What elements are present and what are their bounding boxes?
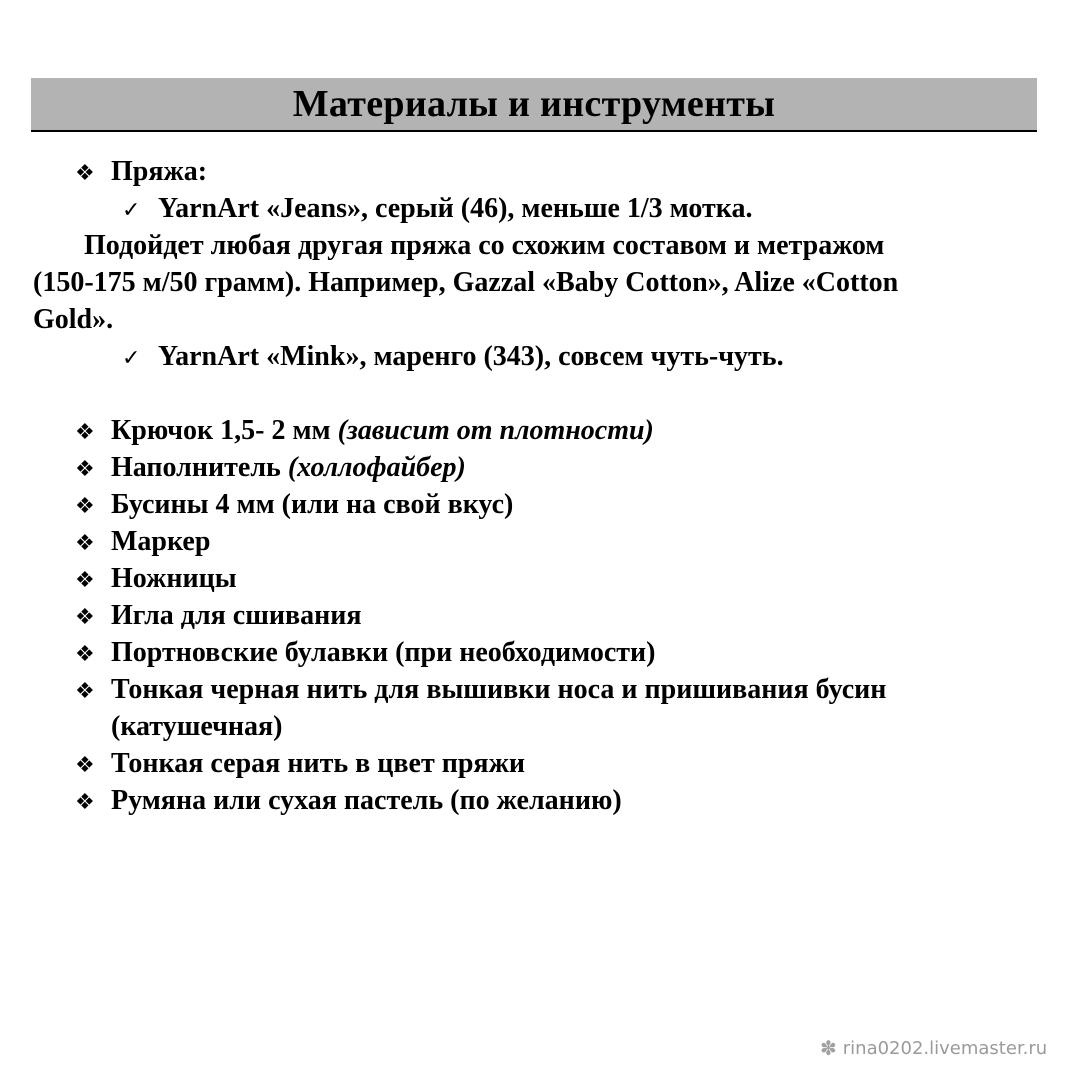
list-item-needle: [75, 597, 362, 636]
yarn-note-line-2: (150-175 м/50 грамм). Например, Gazzal «Baby Cotton», Alize «Cotton: [33, 267, 899, 298]
diamond-bullet-icon: ❖: [75, 568, 95, 593]
diamond-bullet-icon: ❖: [75, 605, 95, 630]
diamond-bullet-icon: ❖: [75, 457, 95, 482]
watermark-text: rina0202.livemaster.ru: [842, 1037, 1048, 1059]
tool-text: Маркер: [111, 526, 211, 557]
checkmark-icon: ✓: [122, 346, 141, 371]
yarn-note-line-1: Подойдет любая другая пряжа со схожим составом и метражом: [84, 230, 885, 261]
yarn-item-1: YarnArt «Jeans», серый (46), меньше 1/3 мотка.: [158, 193, 753, 224]
yarn-note-line-3: Gold».: [33, 304, 114, 335]
title-bar: [31, 78, 1037, 132]
sub-item-yarn-jeans: [122, 190, 752, 229]
list-item-marker: [75, 523, 210, 562]
diamond-bullet-icon: ❖: [75, 753, 95, 778]
tool-text: Тонкая черная нить для вышивки носа и пришивания бусин: [111, 674, 887, 705]
diamond-bullet-icon: ❖: [75, 531, 95, 556]
list-item-black-thread: [75, 671, 886, 710]
yarn-item-2: YarnArt «Mink», маренго (343), совсем чуть-чуть.: [158, 341, 784, 372]
tool-text: Игла для сшивания: [111, 600, 362, 631]
list-item-beads: [75, 486, 513, 525]
tool-text: Тонкая серая нить в цвет пряжи: [111, 748, 525, 779]
tool-note: (холлофайбер): [287, 452, 466, 483]
diamond-bullet-icon: ❖: [75, 790, 95, 815]
sub-item-yarn-mink: [122, 338, 784, 377]
diamond-bullet-icon: ❖: [75, 494, 95, 519]
list-item-gray-thread: [75, 745, 525, 784]
list-item-hook: [75, 412, 654, 451]
yarn-heading: Пряжа:: [111, 156, 208, 187]
list-item-filler: [75, 449, 466, 488]
page-title: Материалы и инструменты: [292, 83, 776, 125]
diamond-bullet-icon: ❖: [75, 161, 95, 186]
tool-text: Портновские булавки (при необходимости): [111, 637, 656, 668]
diamond-bullet-icon: ❖: [75, 642, 95, 667]
tool-text: Наполнитель: [111, 452, 288, 483]
checkmark-icon: ✓: [122, 198, 141, 223]
tool-text: Ножницы: [111, 563, 237, 594]
list-item-blush: [75, 782, 622, 821]
watermark: [820, 1035, 1047, 1061]
tool-text: Румяна или сухая пастель (по желанию): [111, 785, 622, 816]
list-item-scissors: [75, 560, 237, 599]
tool-text: Крючок 1,5- 2 мм: [111, 415, 338, 446]
list-item-pins: [75, 634, 656, 673]
livemaster-logo-icon: ✽: [820, 1036, 837, 1060]
diamond-bullet-icon: ❖: [75, 679, 95, 704]
diamond-bullet-icon: ❖: [75, 420, 95, 445]
list-item-black-thread-continuation: (катушечная): [111, 711, 283, 742]
tool-text: Бусины 4 мм (или на свой вкус): [111, 489, 514, 520]
tool-note: (зависит от плотности): [337, 415, 654, 446]
list-item-yarn: [75, 153, 207, 192]
